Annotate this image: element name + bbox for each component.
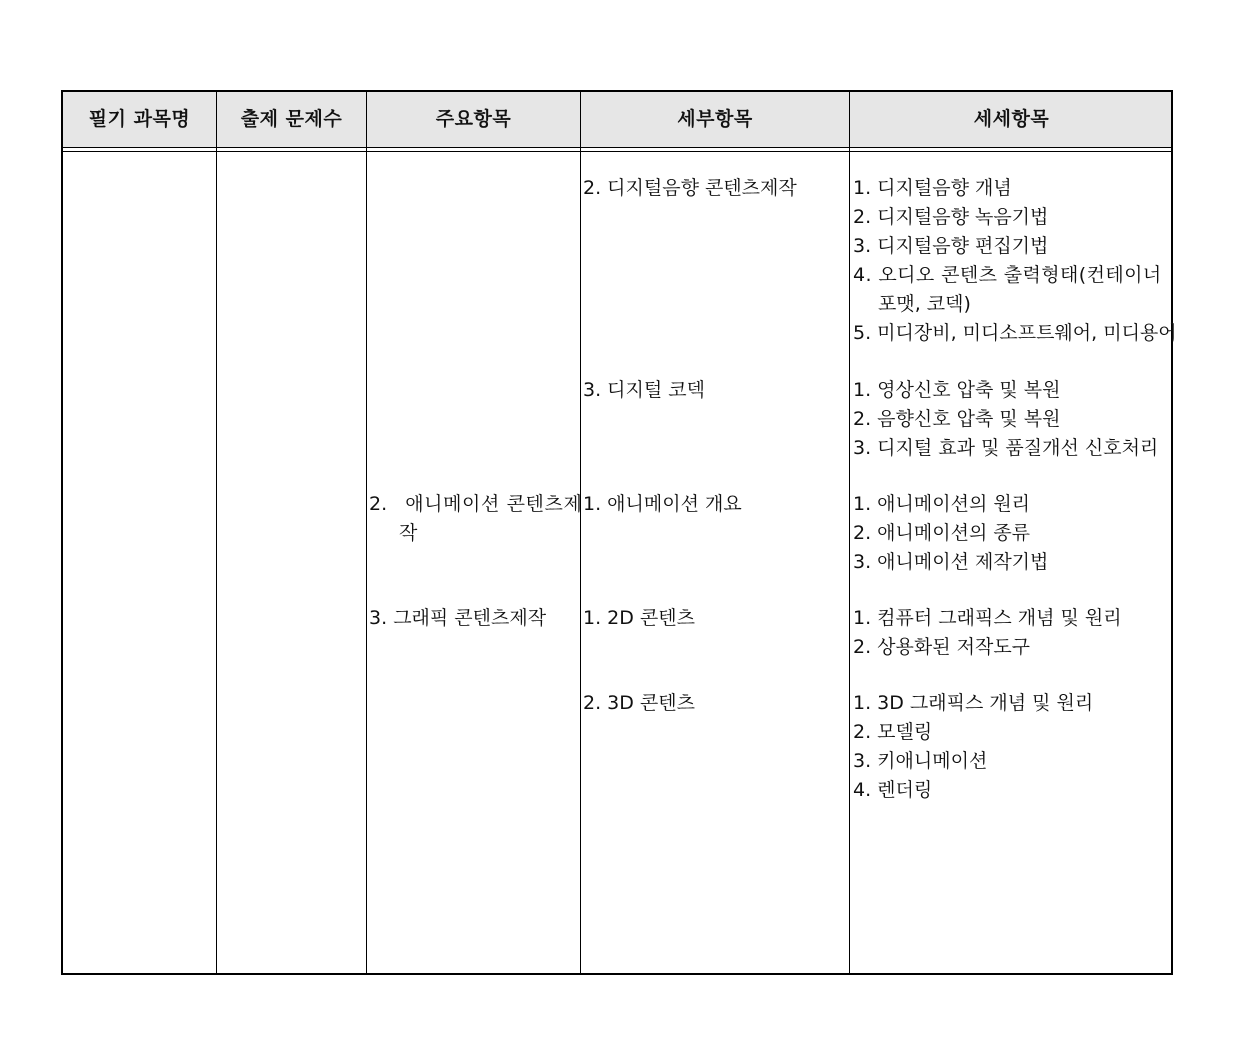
detail-list <box>853 376 1158 463</box>
detail-item: 1. 영상신호 압축 및 복원 <box>853 379 1061 401</box>
detail-item: 2. 디지털음향 녹음기법 <box>853 206 1049 228</box>
detail-item: 2. 상용화된 저작도구 <box>853 636 1031 658</box>
detail-item: 3. 디지털 효과 및 품질개선 신호처리 <box>853 437 1159 459</box>
detail-item: 3. 디지털음향 편집기법 <box>853 235 1049 257</box>
detail-item: 3. 애니메이션 제작기법 <box>853 551 1049 573</box>
detail-item: 2. 음향신호 압축 및 복원 <box>853 408 1061 430</box>
column-divider <box>366 92 367 973</box>
header-sub-item: 세부항목 <box>677 108 753 130</box>
main-item-number: 2. <box>369 493 388 515</box>
main-item <box>369 604 546 633</box>
header-detail-item: 세세항목 <box>973 108 1050 130</box>
sub-item: 2. 3D 콘텐츠 <box>583 692 695 714</box>
column-divider <box>849 92 850 973</box>
column-divider <box>580 92 581 973</box>
main-item-continuation: 작 <box>399 522 418 544</box>
detail-list <box>853 490 1048 577</box>
sub-item: 1. 2D 콘텐츠 <box>583 607 695 629</box>
sub-item: 1. 애니메이션 개요 <box>583 493 742 515</box>
detail-item: 1. 컴퓨터 그래픽스 개념 및 원리 <box>853 607 1122 629</box>
detail-item: 4. 렌더링 <box>853 779 933 801</box>
sub-item: 2. 디지털음향 콘텐츠제작 <box>583 177 797 199</box>
header-subject-name: 필기 과목명 <box>88 108 191 130</box>
main-item-number: 3. <box>369 607 388 629</box>
header-main-item: 주요항목 <box>435 108 512 130</box>
detail-item: 1. 디지털음향 개념 <box>853 177 1012 199</box>
column-divider <box>216 92 217 973</box>
header-divider <box>63 147 1171 152</box>
sub-item: 3. 디지털 코덱 <box>583 379 705 401</box>
detail-item: 4. 오디오 콘텐츠 출력형태(컨테이너 <box>853 264 1162 286</box>
detail-item: 5. 미디장비, 미디소프트웨어, 미디용어 <box>853 322 1177 344</box>
detail-list <box>853 689 1093 805</box>
detail-item: 3. 키애니메이션 <box>853 750 988 772</box>
detail-item: 2. 애니메이션의 종류 <box>853 522 1031 544</box>
syllabus-table <box>61 90 1177 975</box>
header-question-count: 출제 문제수 <box>240 108 343 130</box>
detail-item: 1. 애니메이션의 원리 <box>853 493 1031 515</box>
main-item <box>369 490 582 519</box>
detail-list <box>853 604 1122 662</box>
detail-item-continuation: 포맷, 코덱) <box>878 293 971 315</box>
detail-item: 1. 3D 그래픽스 개념 및 원리 <box>853 692 1094 714</box>
main-item-label: 그래픽 콘텐츠제작 <box>393 607 547 629</box>
detail-list <box>853 174 1177 348</box>
main-item-label: 애니메이션 콘텐츠제 <box>405 493 583 515</box>
detail-item: 2. 모델링 <box>853 721 933 743</box>
